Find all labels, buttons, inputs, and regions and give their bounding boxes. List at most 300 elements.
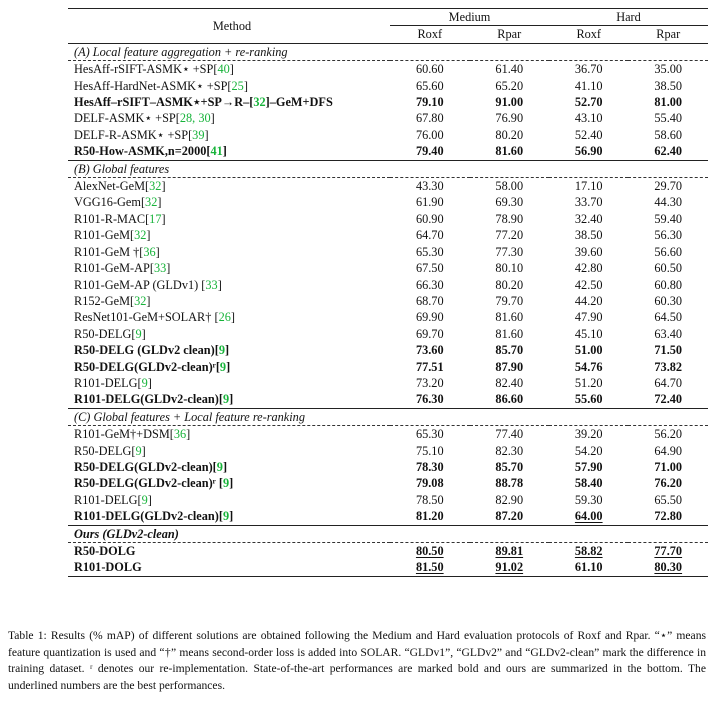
value-cell <box>628 459 708 475</box>
value-text: 82.90 <box>495 492 524 507</box>
value-text: 58.82 <box>574 544 603 558</box>
table-row <box>68 127 708 143</box>
cite-bracket-open: [ <box>175 111 180 126</box>
value-cell <box>390 391 469 408</box>
table-row <box>68 94 708 110</box>
cite-bracket-open: [ <box>137 375 142 390</box>
table-row <box>68 391 708 408</box>
value-text: 55.40 <box>654 111 683 126</box>
value-text: 64.70 <box>654 375 683 390</box>
value-cell <box>628 194 708 210</box>
method-cell <box>68 309 390 325</box>
value-cell <box>470 244 549 260</box>
value-cell <box>470 391 549 408</box>
cite-bracket-close: ] <box>265 95 270 110</box>
value-cell <box>549 110 628 126</box>
method-name: R101-DOLG <box>74 560 142 575</box>
value-text: 41.10 <box>574 78 603 93</box>
value-text: 68.70 <box>415 293 444 308</box>
table-row <box>68 543 708 560</box>
table-row <box>68 61 708 78</box>
value-cell <box>549 293 628 309</box>
value-text: 81.00 <box>654 95 683 110</box>
method-cell <box>68 508 390 525</box>
value-cell <box>628 143 708 160</box>
value-cell <box>390 508 469 525</box>
section-title: Ours (GLDv2-clean) <box>68 525 708 542</box>
method-cell <box>68 260 390 276</box>
value-text: 91.00 <box>495 95 524 110</box>
cite-bracket-close: ] <box>229 392 234 407</box>
value-text: 56.90 <box>574 144 603 159</box>
value-text: 32.40 <box>574 211 603 226</box>
value-text: 33.70 <box>574 195 603 210</box>
citation-link[interactable]: 26 <box>218 310 231 325</box>
citation-link[interactable]: 25 <box>231 78 244 93</box>
value-text: 73.20 <box>415 375 444 390</box>
method-cell <box>68 293 390 309</box>
citation-link[interactable]: 36 <box>143 244 156 259</box>
value-cell <box>470 326 549 342</box>
value-cell <box>549 143 628 160</box>
value-cell <box>390 492 469 508</box>
method-name: R101-GeM-AP <box>74 261 150 276</box>
method-cell <box>68 443 390 459</box>
method-name: VGG16-Gem <box>74 195 141 210</box>
value-text: 91.02 <box>495 560 524 575</box>
value-text: 79.10 <box>415 95 444 110</box>
citation-link[interactable]: 28, 30 <box>179 111 211 126</box>
value-text: 72.80 <box>654 509 683 524</box>
value-cell <box>470 227 549 243</box>
value-text: 76.90 <box>495 111 524 126</box>
citation-link[interactable]: 9 <box>222 509 230 524</box>
citation-link[interactable]: 41 <box>210 144 223 159</box>
cite-bracket-close: ] <box>155 244 160 259</box>
method-suffix: –GeM+DFS <box>269 95 333 110</box>
value-text: 77.70 <box>654 544 683 558</box>
citation-link[interactable]: 32 <box>134 228 147 243</box>
cite-bracket-open: [ <box>214 343 219 358</box>
method-name: ResNet101-GeM+SOLAR† <box>74 310 215 325</box>
value-cell <box>390 426 469 443</box>
table-row <box>68 178 708 195</box>
value-cell <box>390 293 469 309</box>
value-cell <box>549 426 628 443</box>
method-name: DELF-R-ASMK⋆ +SP <box>74 127 189 142</box>
value-cell <box>390 260 469 276</box>
section-header-row <box>68 408 708 425</box>
value-cell <box>470 94 549 110</box>
value-cell <box>628 559 708 576</box>
citation-link[interactable]: 32 <box>134 293 147 308</box>
value-text: 54.76 <box>574 359 603 374</box>
value-cell <box>628 110 708 126</box>
value-cell <box>390 78 469 94</box>
value-text: 42.80 <box>574 261 603 276</box>
value-text: 81.60 <box>495 326 524 341</box>
cite-bracket-open: [ <box>218 392 223 407</box>
value-text: 52.40 <box>574 127 603 142</box>
cite-bracket-open: [ <box>149 261 154 276</box>
value-text: 60.60 <box>415 62 444 77</box>
method-name: R101-GeM † <box>74 244 140 259</box>
method-cell <box>68 559 390 576</box>
value-cell <box>470 61 549 78</box>
value-text: 58.00 <box>495 179 524 194</box>
value-text: 65.30 <box>415 427 444 442</box>
value-text: 87.90 <box>495 359 524 374</box>
citation-link[interactable]: 36 <box>173 427 187 442</box>
method-name: R101-GeM-AP (GLDv1) <box>74 277 202 292</box>
method-name: R101-DELG <box>74 375 138 390</box>
value-cell <box>549 309 628 325</box>
cite-bracket-open: [ <box>212 459 217 474</box>
cite-bracket-open: [ <box>131 326 136 341</box>
value-text: 60.80 <box>654 277 683 292</box>
value-text: 77.20 <box>495 228 524 243</box>
value-text: 59.40 <box>654 211 683 226</box>
value-cell <box>470 443 549 459</box>
method-cell <box>68 178 390 195</box>
method-name: R50-DOLG <box>74 544 136 558</box>
value-cell <box>549 78 628 94</box>
citation-link[interactable]: 33 <box>153 261 167 276</box>
value-cell <box>390 326 469 342</box>
method-name: R50-DELG(GLDv2-clean)ʳ <box>74 359 216 374</box>
citation-link[interactable]: 32 <box>253 95 266 110</box>
value-cell <box>470 194 549 210</box>
value-text: 44.20 <box>574 293 603 308</box>
cite-bracket-close: ] <box>141 443 146 458</box>
value-cell <box>628 342 708 358</box>
value-text: 65.20 <box>495 78 524 93</box>
value-cell <box>470 492 549 508</box>
citation-link[interactable]: 17 <box>149 211 162 226</box>
method-name: R50-How-ASMK,n=2000 <box>74 144 207 159</box>
value-cell <box>628 508 708 525</box>
value-text: 58.60 <box>654 127 683 142</box>
cite-bracket-close: ] <box>157 195 162 210</box>
cite-bracket-close: ] <box>229 509 234 524</box>
value-text: 82.30 <box>495 443 524 458</box>
value-text: 71.00 <box>654 459 683 474</box>
value-cell <box>390 309 469 325</box>
cite-bracket-close: ] <box>146 228 151 243</box>
value-cell <box>549 543 628 560</box>
value-text: 81.60 <box>495 144 524 159</box>
citation-link[interactable]: 32 <box>145 195 158 210</box>
value-cell <box>470 277 549 293</box>
value-cell <box>390 244 469 260</box>
value-cell <box>470 508 549 525</box>
value-cell <box>628 375 708 391</box>
value-text: 85.70 <box>495 459 524 474</box>
value-text: 60.90 <box>415 211 444 226</box>
value-text: 85.70 <box>495 343 524 358</box>
value-text: 39.60 <box>574 244 603 259</box>
method-cell <box>68 426 390 443</box>
value-text: 42.50 <box>574 277 603 292</box>
value-cell <box>390 227 469 243</box>
value-cell <box>549 443 628 459</box>
cite-bracket-close: ] <box>226 359 231 374</box>
table-row <box>68 227 708 243</box>
section-header-row <box>68 525 708 542</box>
value-text: 78.90 <box>495 211 524 226</box>
table-row <box>68 359 708 375</box>
cite-bracket-close: ] <box>229 476 234 491</box>
cite-bracket-open: [ <box>145 211 150 226</box>
table-row <box>68 443 708 459</box>
value-text: 88.78 <box>495 476 524 491</box>
value-cell <box>549 61 628 78</box>
value-text: 45.10 <box>574 326 603 341</box>
method-cell <box>68 543 390 560</box>
value-cell <box>628 94 708 110</box>
hard-header: Hard <box>549 9 708 26</box>
table-caption: Table 1: Results (% mAP) of different solutions are obtained following the Medium and Hard evaluation protocols of Roxf and Rpar. “⋆” means feature quantization is used and “†” means second-order loss is added into SOLAR. “GLDv1”, “GLDv2” and “GLDv2-clean” mark the difference in training dataset. ʳ denotes our re-implementation. State-of-the-art performances are marked bold and ours are summarized in the bottom. The underlined numbers are the best performances. <box>8 629 706 692</box>
table-row <box>68 194 708 210</box>
method-cell <box>68 342 390 358</box>
table-row <box>68 459 708 475</box>
value-text: 61.10 <box>574 560 603 575</box>
method-cell <box>68 61 390 78</box>
cite-bracket-close: ] <box>222 459 228 474</box>
value-cell <box>549 178 628 195</box>
value-text: 29.70 <box>654 179 683 194</box>
method-cell <box>68 359 390 375</box>
value-cell <box>470 459 549 475</box>
value-text: 56.20 <box>654 427 683 442</box>
value-cell <box>470 211 549 227</box>
value-text: 69.70 <box>415 326 444 341</box>
value-text: 80.30 <box>654 560 683 575</box>
method-cell <box>68 143 390 160</box>
citation-link[interactable]: 9 <box>222 392 230 407</box>
col-header-medium-roxf: Roxf <box>390 26 469 43</box>
value-text: 65.30 <box>415 244 444 259</box>
value-cell <box>390 459 469 475</box>
value-text: 64.90 <box>654 443 683 458</box>
value-text: 80.20 <box>495 277 524 292</box>
table-row <box>68 293 708 309</box>
value-text: 73.82 <box>654 359 683 374</box>
col-header-hard-rpar: Rpar <box>628 26 708 43</box>
method-name: DELF-ASMK⋆ +SP <box>74 111 176 126</box>
value-text: 73.60 <box>415 343 444 358</box>
method-name: R101-R-MAC <box>74 211 146 226</box>
value-cell <box>549 375 628 391</box>
method-cell <box>68 110 390 126</box>
value-text: 38.50 <box>574 228 603 243</box>
value-text: 86.60 <box>495 392 524 407</box>
value-text: 78.50 <box>415 492 444 507</box>
value-text: 51.00 <box>574 343 603 358</box>
value-cell <box>470 143 549 160</box>
value-cell <box>390 443 469 459</box>
value-cell <box>549 475 628 491</box>
value-text: 54.20 <box>574 443 603 458</box>
col-header-hard-roxf: Roxf <box>549 26 628 43</box>
value-text: 39.20 <box>574 427 603 442</box>
cite-bracket-close: ] <box>146 293 151 308</box>
value-text: 61.40 <box>495 62 524 77</box>
value-text: 81.20 <box>415 509 444 524</box>
value-text: 56.60 <box>654 244 683 259</box>
cite-bracket-close: ] <box>225 343 230 358</box>
citation-link[interactable]: 9 <box>135 326 142 341</box>
cite-bracket-close: ] <box>204 127 209 142</box>
value-cell <box>390 211 469 227</box>
value-cell <box>549 459 628 475</box>
table-row <box>68 277 708 293</box>
method-name: R50-DELG(GLDv2-clean)ʳ <box>74 476 219 491</box>
value-cell <box>628 359 708 375</box>
cite-bracket-close: ] <box>222 144 227 159</box>
value-cell <box>390 194 469 210</box>
value-cell <box>390 110 469 126</box>
value-cell <box>549 227 628 243</box>
method-cell <box>68 492 390 508</box>
value-text: 66.30 <box>415 277 444 292</box>
method-cell <box>68 227 390 243</box>
value-text: 61.90 <box>415 195 444 210</box>
value-text: 38.50 <box>654 78 683 93</box>
cite-bracket-open: [ <box>249 95 254 110</box>
citation-link[interactable]: 9 <box>135 443 142 458</box>
value-text: 52.70 <box>574 95 603 110</box>
value-text: 79.70 <box>495 293 524 308</box>
value-text: 56.30 <box>654 228 683 243</box>
value-cell <box>549 277 628 293</box>
value-cell <box>628 391 708 408</box>
value-text: 51.20 <box>574 375 603 390</box>
value-cell <box>549 559 628 576</box>
value-cell <box>628 260 708 276</box>
citation-link[interactable]: 40 <box>217 62 230 77</box>
results-table-container <box>68 8 708 577</box>
citation-link[interactable]: 9 <box>218 343 225 358</box>
citation-link[interactable]: 9 <box>216 459 223 474</box>
cite-bracket-open: [ <box>214 310 219 325</box>
citation-link[interactable]: 9 <box>219 359 227 374</box>
value-cell <box>628 277 708 293</box>
section-title: (A) Local feature aggregation + re-ranking <box>68 43 708 60</box>
citation-link[interactable]: 39 <box>192 127 205 142</box>
cite-bracket-open: [ <box>139 244 144 259</box>
method-cell <box>68 127 390 143</box>
method-cell <box>68 391 390 408</box>
value-cell <box>470 559 549 576</box>
method-name: R50-DELG <box>74 326 132 341</box>
cite-bracket-close: ] <box>147 492 152 507</box>
value-cell <box>549 211 628 227</box>
method-header: Method <box>68 9 390 44</box>
citation-link[interactable]: 9 <box>222 476 230 491</box>
method-cell <box>68 459 390 475</box>
value-cell <box>628 178 708 195</box>
method-cell <box>68 94 390 110</box>
value-text: 76.00 <box>415 127 444 142</box>
value-cell <box>549 492 628 508</box>
table-row <box>68 508 708 525</box>
method-name: R101-GeM <box>74 228 131 243</box>
table-row <box>68 78 708 94</box>
table-row <box>68 492 708 508</box>
citation-link[interactable]: 33 <box>205 277 218 292</box>
method-cell <box>68 375 390 391</box>
citation-link[interactable]: 9 <box>141 492 148 507</box>
section-header-row <box>68 160 708 177</box>
value-cell <box>549 260 628 276</box>
value-text: 80.50 <box>415 544 444 558</box>
cite-bracket-open: [ <box>201 277 206 292</box>
value-text: 36.70 <box>574 62 603 77</box>
value-cell <box>470 475 549 491</box>
value-cell <box>628 61 708 78</box>
citation-link[interactable]: 9 <box>141 375 148 390</box>
value-cell <box>628 426 708 443</box>
cite-bracket-open: [ <box>140 195 146 210</box>
value-text: 77.40 <box>495 427 524 442</box>
cite-bracket-open: [ <box>145 179 150 194</box>
value-text: 43.10 <box>574 111 603 126</box>
value-cell <box>549 359 628 375</box>
table-body <box>68 43 708 576</box>
value-cell <box>628 326 708 342</box>
cite-bracket-open: [ <box>130 293 135 308</box>
value-text: 55.60 <box>574 392 603 407</box>
value-cell <box>470 260 549 276</box>
cite-bracket-close: ] <box>229 62 234 77</box>
value-cell <box>628 543 708 560</box>
value-text: 78.30 <box>415 459 444 474</box>
cite-bracket-open: [ <box>218 476 223 491</box>
value-cell <box>390 559 469 576</box>
table-row <box>68 375 708 391</box>
value-cell <box>549 326 628 342</box>
table-row <box>68 426 708 443</box>
value-cell <box>628 492 708 508</box>
value-text: 65.50 <box>654 492 683 507</box>
value-cell <box>549 391 628 408</box>
method-name: R101-DELG <box>74 492 138 507</box>
table-row <box>68 260 708 276</box>
method-name: R50-DELG <box>74 443 132 458</box>
method-cell <box>68 475 390 491</box>
value-cell <box>390 359 469 375</box>
method-cell <box>68 326 390 342</box>
value-text: 47.90 <box>574 310 603 325</box>
value-cell <box>549 194 628 210</box>
value-cell <box>470 359 549 375</box>
method-name: R101-DELG(GLDv2-clean) <box>74 392 219 407</box>
col-header-medium-rpar: Rpar <box>470 26 549 43</box>
value-cell <box>390 475 469 491</box>
cite-bracket-close: ] <box>141 326 146 341</box>
value-cell <box>470 110 549 126</box>
value-text: 63.40 <box>654 326 683 341</box>
citation-link[interactable]: 32 <box>149 179 162 194</box>
method-name: HesAff-rSIFT-ASMK⋆ +SP <box>74 62 214 77</box>
cite-bracket-open: [ <box>215 359 220 374</box>
cite-bracket-open: [ <box>131 443 136 458</box>
value-cell <box>390 94 469 110</box>
table-row <box>68 475 708 491</box>
value-cell <box>549 127 628 143</box>
value-text: 67.80 <box>415 111 444 126</box>
